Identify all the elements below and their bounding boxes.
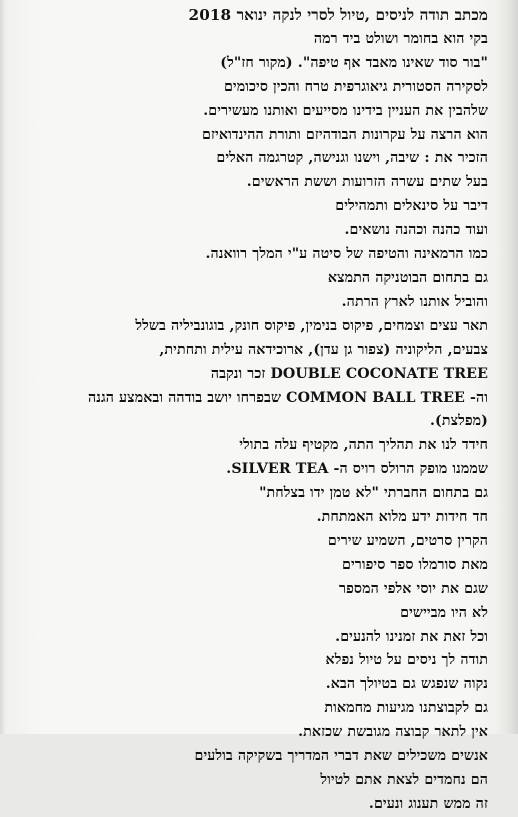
letter-line: שלהבין את העניין בידינו מסייעים ואותנו מעשירים. [203,102,488,119]
letter-line: כמו הרמאינה והטיפה של סיטה ע"י המלך רוואנה. [205,246,488,263]
letter-line: חד חידות ידע מלוא האמתחת. [316,509,488,526]
letter-line: "בור סוד שאינו מאבד אף טיפה". (מקור חז"ל) [220,54,488,71]
letter-line: זה ממש תענוג ונעים. [368,795,488,812]
page-edge-shadow [496,0,518,734]
letter-line: וכל זאת את זמנינו להנעים. [335,628,488,645]
letter-line: דיבר על סינאלים ותמהילים [335,198,488,215]
letter-line: בעל שתים עשרה הזרועות וששת הראשים. [246,174,488,191]
thank-you-letter [18,4,488,817]
letter-line: הוא הרצה על עקרונות הבודהיזם ותורת ההינדואיזם [202,126,488,143]
letter-line: לסקירה הסטורית גיאוגרפית טרח והכין סיכומים [223,78,488,95]
letter-line: בקי הוא בחומר ושולט ביד רמה [313,30,488,47]
letter-title: מכתב תודה לניסים ,טיול לסרי לנקה ינואר 2018 [188,6,488,24]
letter-line: וה- COMMON BALL TREE שבפרחו יושב בודהה ובאמצע הגנה [87,389,488,406]
letter-line: נקוה שנפגש גם בטיולך הבא. [325,676,488,693]
letter-line: גם לקבוצתנו מגיעות מחמאות [324,700,488,717]
letter-line: הם נחמדים לצאת אתם לטיול [320,772,488,788]
letter-line: שגם את יוסי אלפי המספר [339,580,488,597]
letter-line: אין לתאר קבוצה מגובשת שכזאת. [298,724,488,741]
letter-line: אנשים משכילים שאת דברי המדריך בשקיקה בולעים [194,748,488,765]
letter-line: צבעים, הליקוניה (צפור גן עדן), ארוכידאה עילית ותחתית, [159,341,488,358]
letter-line: DOUBLE COCONATE TREE זכר ונקבה [210,365,488,382]
letter-line: גם בתחום הבוטניקה התמצא [327,269,488,286]
letter-line: גם בתחום החברתי "לא טמן ידו בצלחת" [259,485,488,502]
letter-line: מאת סורמלו ספר סיפורים [342,556,488,573]
letter-line: תאר עצים וצמחים, פיקוס בנימין, פיקוס חונק, בוגונביליה בשלל [135,317,488,334]
letter-line: חידד לנו את תהליך התה, מקטיף עלה בתולי [239,437,488,454]
letter-line: והוביל אותנו לארץ הרתה. [341,293,488,310]
letter-line: תודה לך ניסים על טיול נפלא [325,652,488,669]
letter-line: (מפלצת). [429,413,488,430]
letter-line: לא היו מביישים [400,604,488,621]
letter-line: הקרין סרטים, השמיע שירים [327,532,488,549]
letter-line: הזכיר את : שיבה, וישנו וגנישה, קטרגמה האלים [216,150,488,167]
letter-line: ועוד כהנה וכהנה נושאים. [344,222,488,239]
letter-line: שממנו מופק הרולס רויס ה- SILVER TEA. [226,461,488,478]
